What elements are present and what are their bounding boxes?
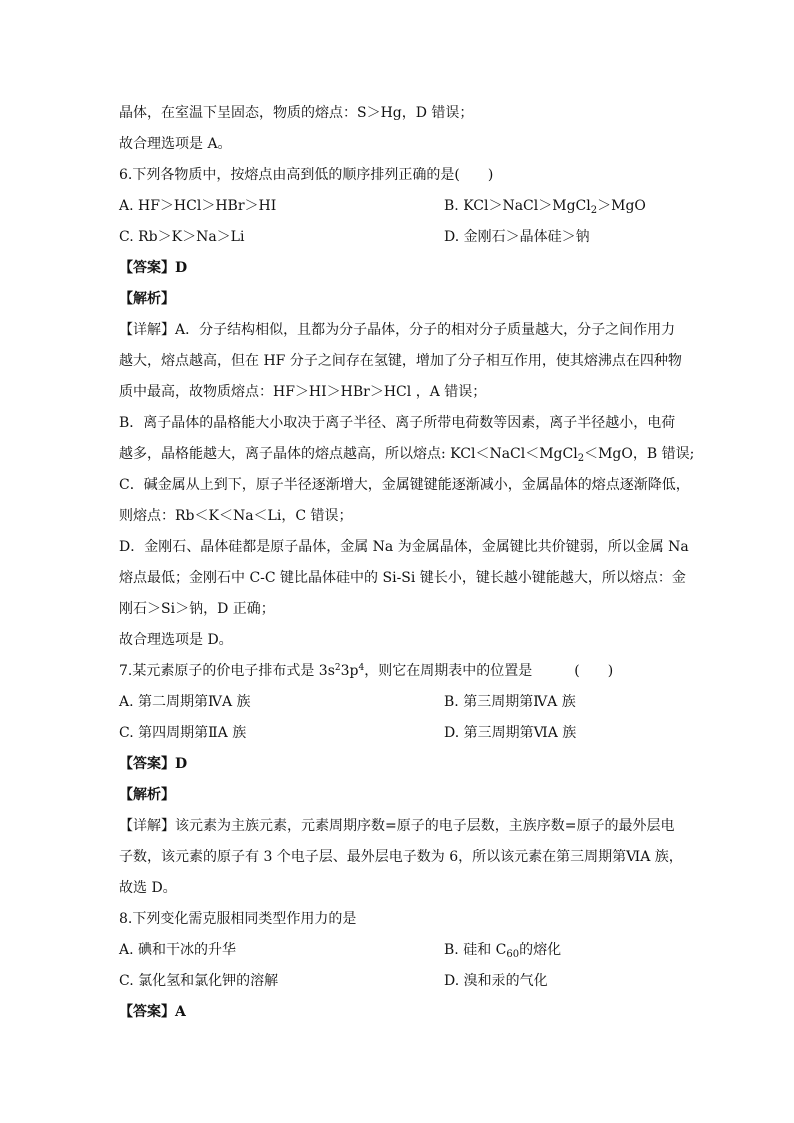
question-8-stem: 8.下列变化需克服相同类型作用力的是 (119, 911, 357, 927)
explanation-line: 则熔点：Rb＜K＜Na＜Li，C 错误； (119, 508, 353, 524)
q7-option-a: A. 第二周期第ⅣA 族 (119, 694, 251, 710)
explanation-line: 质中最高，故物质熔点：HF＞HI＞HBr＞HCl ，A 错误； (119, 384, 487, 400)
explanation-line: B．离子晶体的晶格能大小取决于离子半径、离子所带电荷数等因素，离子半径越小，电荷 (119, 415, 676, 431)
text-line: 晶体，在室温下呈固态，物质的熔点：S＞Hg，D 错误； (119, 105, 474, 121)
q8-option-b-text-end: 的熔化 (519, 942, 562, 958)
q6-option-b-text: B. KCl＞NaCl＞MgCl (444, 198, 591, 214)
q6-option-c: C. Rb＞K＞Na＞Li (119, 229, 245, 245)
explanation-line: 刚石＞Si＞钠，D 正确； (119, 601, 275, 617)
q8-answer: 【答案】A (119, 1004, 186, 1020)
subscript: 2 (577, 453, 585, 464)
explanation-line: 故选 D。 (119, 880, 177, 896)
q8-option-d: D. 溴和汞的气化 (444, 973, 548, 989)
q6-answer: 【答案】D (119, 260, 188, 276)
q8-option-a: A. 碘和干冰的升华 (119, 942, 237, 958)
superscript: 2 (334, 663, 341, 673)
text-line: 故合理选项是 A。 (119, 136, 232, 152)
q8-option-c: C. 氯化氢和氯化钾的溶解 (119, 973, 279, 989)
q6-option-a: A. HF＞HCl＞HBr＞HI (119, 198, 277, 214)
explanation-text-end: ＜MgO，B 错误; (584, 446, 695, 462)
q6-option-b-text-end: ＞MgO (597, 198, 646, 214)
q7-stem-mid: 3p (340, 663, 359, 679)
subscript: 2 (590, 205, 598, 216)
explanation-line: 子数，该元素的原子有 3 个电子层、最外层电子数为 6，所以该元素在第三周期第ⅥA 族， (119, 849, 683, 865)
explanation-line: D．金刚石、晶体硅都是原子晶体，金属 Na 为金属晶体，金属键比共价键弱，所以金属 Na (119, 539, 689, 555)
q7-option-d: D. 第三周期第ⅥA 族 (444, 725, 577, 741)
question-6-stem: 6.下列各物质中，按熔点由高到低的顺序排列正确的是( ) (119, 167, 494, 183)
explanation-line: 【详解】A．分子结构相似，且都为分子晶体，分子的相对分子质量越大，分子之间作用力 (119, 322, 676, 338)
explanation-text: 越多，晶格能越大，离子晶体的熔点越高，所以熔点: KCl＜NaCl＜MgCl (119, 446, 578, 462)
q6-analysis-heading: 【解析】 (119, 291, 175, 307)
explanation-line (119, 445, 694, 463)
q6-option-d: D. 金刚石＞晶体硅＞钠 (444, 229, 590, 245)
explanation-line: C．碱金属从上到下，原子半径逐渐增大，金属键键能逐渐减小，金属晶体的熔点逐渐降低， (119, 477, 690, 493)
q8-option-b-text: B. 硅和 C (444, 942, 507, 958)
explanation-line: 越大，熔点越高，但在 HF 分子之间存在氢键，增加了分子相互作用，使其熔沸点在四种物 (119, 353, 682, 369)
explanation-line: 熔点最低；金刚石中 C-C 键比晶体硅中的 Si-Si 键长小，键长越小键能越大，所以熔点：金 (119, 570, 686, 586)
superscript: 4 (358, 663, 365, 673)
subscript: 60 (506, 949, 520, 960)
q7-stem-text-end: ，则它在周期表中的位置是 ( ) (364, 663, 614, 679)
q6-option-b (444, 197, 646, 215)
q7-analysis-heading: 【解析】 (119, 787, 175, 803)
q7-answer: 【答案】D (119, 756, 188, 772)
q7-option-b: B. 第三周期第ⅣA 族 (444, 694, 576, 710)
question-7-stem (119, 662, 613, 680)
q7-stem-text: 7.某元素原子的价电子排布式是 3s (119, 663, 335, 679)
explanation-line: 【详解】该元素为主族元素，元素周期序数=原子的电子层数，主族序数=原子的最外层电 (119, 818, 675, 834)
q8-option-b (444, 941, 561, 959)
q6-conclusion: 故合理选项是 D。 (119, 632, 233, 648)
q7-option-c: C. 第四周期第ⅡA 族 (119, 725, 247, 741)
